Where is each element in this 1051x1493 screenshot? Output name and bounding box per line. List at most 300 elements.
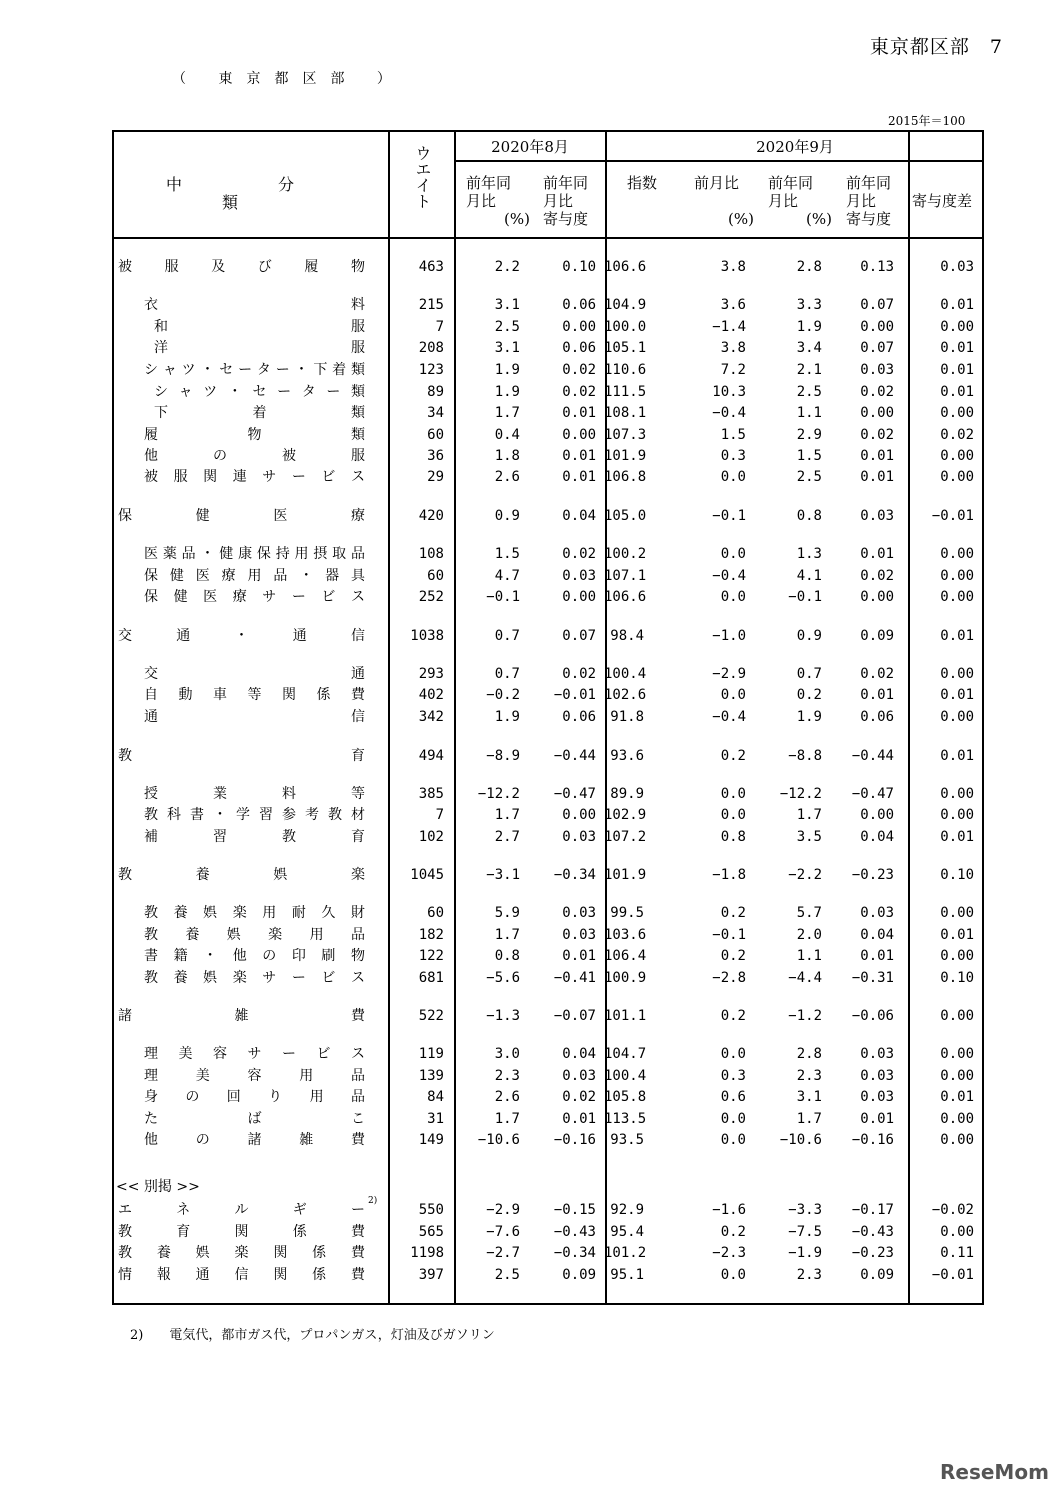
cell-a2: 0.00	[562, 319, 596, 335]
cell-w: 565	[418, 1224, 444, 1240]
cell-c: 0.03	[860, 508, 894, 524]
cell-a2: 0.00	[562, 589, 596, 605]
cell-mom: −1.4	[712, 319, 746, 335]
cell-idx: 95.1	[610, 1267, 644, 1283]
cell-a1: 0.7	[494, 628, 520, 644]
cell-mom: 0.0	[720, 807, 746, 823]
cell-a1: 1.8	[494, 448, 520, 464]
cell-y: 3.3	[796, 297, 822, 313]
cell-idx: 107.2	[604, 829, 647, 845]
cell-mom: 1.5	[720, 427, 746, 443]
row-label: 教 養 娯 楽	[118, 867, 365, 883]
cell-c: 0.03	[860, 1068, 894, 1084]
cell-d: 0.00	[940, 1111, 974, 1127]
header-aug-group: 2020年8月	[491, 138, 569, 156]
cell-c: −0.44	[851, 748, 894, 764]
cell-mom: 0.2	[720, 1008, 746, 1024]
cell-idx: 104.7	[604, 1046, 647, 1062]
subcategory-row	[114, 446, 982, 467]
cell-w: 420	[418, 508, 444, 524]
cell-c: −0.06	[851, 1008, 894, 1024]
cell-y: 0.7	[796, 666, 822, 682]
cell-d: 0.03	[940, 259, 974, 275]
category-row	[114, 1006, 982, 1027]
subcategory-row	[114, 707, 982, 728]
cell-d: 0.00	[940, 1068, 974, 1084]
row-label: 理 美 容 用 品	[144, 1068, 365, 1084]
cell-y: −8.8	[788, 748, 822, 764]
cell-c: 0.01	[860, 687, 894, 703]
cell-d: 0.00	[940, 948, 974, 964]
cell-y: 3.5	[796, 829, 822, 845]
footnote-ref: 2)	[368, 1196, 378, 1206]
cell-idx: 105.1	[604, 340, 647, 356]
subcategory-row	[114, 587, 982, 608]
cell-c: 0.01	[860, 448, 894, 464]
cell-w: 1038	[410, 628, 444, 644]
header-mom: 前月比 (%)	[694, 174, 754, 228]
cell-mom: 3.8	[720, 340, 746, 356]
cell-y: −2.2	[788, 867, 822, 883]
cell-a1: 0.4	[494, 427, 520, 443]
cell-y: 2.3	[796, 1267, 822, 1283]
row-label: エ ネ ル ギ ー	[118, 1202, 365, 1218]
category-row	[114, 626, 982, 647]
subcategory-row	[114, 1044, 982, 1065]
cell-d: 0.02	[940, 427, 974, 443]
cell-idx: 106.6	[604, 589, 647, 605]
cell-idx: 98.4	[610, 628, 644, 644]
cell-d: 0.01	[940, 297, 974, 313]
cell-mom: 0.2	[720, 905, 746, 921]
cell-d: 0.00	[940, 589, 974, 605]
region-title: （ 東京都区部 ）	[172, 71, 405, 87]
cell-c: 0.13	[860, 259, 894, 275]
cell-y: 5.7	[796, 905, 822, 921]
cell-c: −0.43	[851, 1224, 894, 1240]
row-label: 身 の 回 り 用 品	[144, 1089, 365, 1105]
subcategory-row	[114, 425, 982, 446]
cell-a1: 1.5	[494, 546, 520, 562]
cell-w: 182	[418, 927, 444, 943]
cell-w: 123	[418, 362, 444, 378]
header-sep-group: 2020年9月	[756, 138, 834, 156]
cell-w: 550	[418, 1202, 444, 1218]
row-label: 洋 服	[154, 340, 365, 356]
cell-d: 0.01	[940, 1089, 974, 1105]
row-label: た ば こ	[144, 1111, 365, 1127]
cell-a1: 0.8	[494, 948, 520, 964]
cell-d: 0.00	[940, 1008, 974, 1024]
cell-y: 1.7	[796, 1111, 822, 1127]
cell-c: 0.02	[860, 666, 894, 682]
row-label: 下 着 類	[154, 405, 365, 421]
cell-a1: −0.1	[486, 589, 520, 605]
cell-a2: −0.01	[553, 687, 596, 703]
cell-w: 149	[418, 1132, 444, 1148]
subcategory-row	[114, 544, 982, 565]
header-category: 中 分 類	[165, 175, 391, 212]
row-label: 通 信	[144, 709, 365, 725]
cell-y: 0.8	[796, 508, 822, 524]
cell-mom: −0.4	[712, 709, 746, 725]
cell-y: 1.1	[796, 948, 822, 964]
cell-mom: 0.0	[720, 1111, 746, 1127]
row-label: 医 薬 品 ・ 健 康 保 持 用 摂 取 品	[144, 546, 365, 562]
cell-c: 0.02	[860, 384, 894, 400]
cell-idx: 107.1	[604, 568, 647, 584]
cell-idx: 107.3	[604, 427, 647, 443]
footnote: 2) 電気代，都市ガス代，プロパンガス，灯油及びガソリン	[130, 1328, 495, 1343]
cell-idx: 93.6	[610, 748, 644, 764]
cell-a2: 0.02	[562, 546, 596, 562]
row-label: 理 美 容 サ ー ビ ス	[144, 1046, 365, 1062]
cell-idx: 89.9	[610, 786, 644, 802]
row-label: 教 育 関 係 費	[118, 1224, 365, 1240]
subcategory-row	[114, 403, 982, 424]
cell-a2: 0.09	[562, 1267, 596, 1283]
cell-d: 0.00	[940, 405, 974, 421]
cell-a1: 2.5	[494, 319, 520, 335]
cell-c: 0.01	[860, 469, 894, 485]
cell-a1: 1.7	[494, 927, 520, 943]
cell-y: 2.9	[796, 427, 822, 443]
row-label: 交 通 ・ 通 信	[118, 628, 365, 644]
cell-w: 1198	[410, 1245, 444, 1261]
cell-w: 60	[427, 568, 444, 584]
row-label: 教 育	[118, 748, 365, 764]
cell-d: 0.00	[940, 1132, 974, 1148]
cell-idx: 106.6	[604, 259, 647, 275]
cell-a2: 0.01	[562, 405, 596, 421]
cell-w: 7	[435, 319, 444, 335]
cell-y: 2.5	[796, 384, 822, 400]
cell-w: 108	[418, 546, 444, 562]
cell-d: 0.00	[940, 905, 974, 921]
cell-y: 3.4	[796, 340, 822, 356]
cell-a1: 2.5	[494, 1267, 520, 1283]
cell-a1: 0.9	[494, 508, 520, 524]
cell-w: 397	[418, 1267, 444, 1283]
cell-a2: 0.03	[562, 568, 596, 584]
header-rule	[454, 160, 984, 162]
cell-y: 1.9	[796, 319, 822, 335]
cell-a1: −2.9	[486, 1202, 520, 1218]
subcategory-row	[114, 925, 982, 946]
subcategory-row	[114, 1109, 982, 1130]
cell-idx: 93.5	[610, 1132, 644, 1148]
cell-c: −0.16	[851, 1132, 894, 1148]
subcategory-row	[114, 946, 982, 967]
cell-a2: 0.01	[562, 448, 596, 464]
cell-y: −3.3	[788, 1202, 822, 1218]
cell-a1: 5.9	[494, 905, 520, 921]
cell-a2: 0.04	[562, 508, 596, 524]
cell-mom: 0.0	[720, 1046, 746, 1062]
cell-a1: 2.6	[494, 469, 520, 485]
row-label: 教 養 娯 楽 用 耐 久 財	[144, 905, 365, 921]
cell-a2: 0.01	[562, 1111, 596, 1127]
cell-mom: 3.8	[720, 259, 746, 275]
cell-idx: 101.9	[604, 448, 647, 464]
row-label: 他 の 諸 雑 費	[144, 1132, 365, 1148]
cell-d: 0.01	[940, 748, 974, 764]
cell-a2: −0.44	[553, 748, 596, 764]
cell-w: 84	[427, 1089, 444, 1105]
base-year-note: 2015年＝100	[888, 114, 966, 128]
cell-mom: 0.2	[720, 1224, 746, 1240]
cell-y: −7.5	[788, 1224, 822, 1240]
cell-mom: 0.3	[720, 448, 746, 464]
separate-row	[114, 1196, 982, 1221]
cell-y: 3.1	[796, 1089, 822, 1105]
cell-c: 0.02	[860, 427, 894, 443]
cell-a2: 0.02	[562, 362, 596, 378]
row-label: 教 養 娯 楽 関 係 費	[118, 1245, 365, 1261]
cell-y: 0.2	[796, 687, 822, 703]
row-label: 補 習 教 育	[144, 829, 365, 845]
cell-d: 0.00	[940, 546, 974, 562]
cell-a1: 0.7	[494, 666, 520, 682]
subcategory-row	[114, 1087, 982, 1108]
cell-mom: −0.1	[712, 508, 746, 524]
header-sep-contrib: 前年同 月比 寄与度	[846, 174, 892, 228]
cell-w: 102	[418, 829, 444, 845]
row-label: 授 業 料 等	[144, 786, 365, 802]
header-aug-yoy: 前年同 月比 (%)	[466, 174, 530, 228]
cell-y: 0.9	[796, 628, 822, 644]
cell-w: 342	[418, 709, 444, 725]
row-label: 教 養 娯 楽 サ ー ビ ス	[144, 970, 365, 986]
separate-heading: << 別掲 >>	[116, 1179, 200, 1195]
cell-a1: 1.7	[494, 405, 520, 421]
cell-y: −12.2	[779, 786, 822, 802]
cell-d: 0.10	[940, 867, 974, 883]
cell-w: 119	[418, 1046, 444, 1062]
cell-a2: −0.15	[553, 1202, 596, 1218]
cell-w: 494	[418, 748, 444, 764]
row-label: 諸 雑 費	[118, 1008, 365, 1024]
cell-idx: 100.0	[604, 319, 647, 335]
row-label: 交 通	[144, 666, 365, 682]
separate-row	[114, 1222, 982, 1243]
cell-mom: 0.0	[720, 1267, 746, 1283]
watermark-logo: ReseMom	[940, 1460, 1049, 1484]
cell-d: 0.00	[940, 568, 974, 584]
cell-y: 1.1	[796, 405, 822, 421]
cell-y: −10.6	[779, 1132, 822, 1148]
cell-a2: −0.41	[553, 970, 596, 986]
cell-a1: 1.7	[494, 807, 520, 823]
cell-mom: −1.6	[712, 1202, 746, 1218]
cell-a1: −10.6	[477, 1132, 520, 1148]
cell-c: −0.23	[851, 867, 894, 883]
cell-a1: 3.1	[494, 297, 520, 313]
cell-d: 0.00	[940, 1224, 974, 1240]
cell-a1: 1.9	[494, 709, 520, 725]
cell-mom: 10.3	[712, 384, 746, 400]
page-header: 東京都区部 7	[869, 36, 1003, 58]
cell-a2: 0.03	[562, 1068, 596, 1084]
cell-a2: −0.16	[553, 1132, 596, 1148]
cell-y: 2.0	[796, 927, 822, 943]
cell-mom: −1.0	[712, 628, 746, 644]
cell-mom: 0.0	[720, 786, 746, 802]
cell-idx: 103.6	[604, 927, 647, 943]
cell-a1: 4.7	[494, 568, 520, 584]
row-label: 被 服 関 連 サ ー ビ ス	[144, 469, 365, 485]
header-weight: ウエイト	[413, 145, 432, 209]
row-label: 被 服 及 び 履 物	[118, 259, 365, 275]
cell-mom: −2.3	[712, 1245, 746, 1261]
cell-d: −0.01	[931, 1267, 974, 1283]
cell-c: 0.04	[860, 829, 894, 845]
cell-idx: 108.1	[604, 405, 647, 421]
cell-y: 2.1	[796, 362, 822, 378]
cell-a1: −0.2	[486, 687, 520, 703]
cell-w: 385	[418, 786, 444, 802]
cell-a1: 3.1	[494, 340, 520, 356]
subcategory-row	[114, 784, 982, 805]
cell-mom: 0.2	[720, 748, 746, 764]
row-label: 衣 料	[144, 297, 365, 313]
cell-w: 293	[418, 666, 444, 682]
cell-w: 89	[427, 384, 444, 400]
cell-mom: 0.0	[720, 469, 746, 485]
cell-d: 0.00	[940, 807, 974, 823]
cell-y: 1.9	[796, 709, 822, 725]
cell-c: −0.23	[851, 1245, 894, 1261]
cell-a1: 1.9	[494, 362, 520, 378]
row-label: 保 健 医 療 サ ー ビ ス	[144, 589, 365, 605]
cell-d: 0.01	[940, 927, 974, 943]
cell-y: 2.8	[796, 1046, 822, 1062]
cell-mom: −2.9	[712, 666, 746, 682]
subcategory-row	[114, 664, 982, 685]
cell-c: −0.47	[851, 786, 894, 802]
cell-mom: −1.8	[712, 867, 746, 883]
cell-y: 2.5	[796, 469, 822, 485]
cell-mom: 7.2	[720, 362, 746, 378]
cell-a2: 0.03	[562, 905, 596, 921]
separate-row	[114, 1243, 982, 1264]
cell-mom: 0.8	[720, 829, 746, 845]
cell-idx: 101.9	[604, 867, 647, 883]
cell-a1: 1.7	[494, 1111, 520, 1127]
cell-a1: 2.6	[494, 1089, 520, 1105]
cell-c: −0.31	[851, 970, 894, 986]
cell-w: 681	[418, 970, 444, 986]
cell-mom: 0.2	[720, 948, 746, 964]
row-label: シ ャ ツ ・ セ ー タ ー ・ 下 着 類	[144, 362, 365, 378]
cell-d: 0.01	[940, 829, 974, 845]
row-label: 教 養 娯 楽 用 品	[144, 927, 365, 943]
cell-c: 0.03	[860, 905, 894, 921]
cell-c: 0.01	[860, 546, 894, 562]
subcategory-row	[114, 317, 982, 338]
cell-idx: 100.9	[604, 970, 647, 986]
cell-mom: 0.3	[720, 1068, 746, 1084]
cell-y: 2.8	[796, 259, 822, 275]
cell-w: 60	[427, 427, 444, 443]
cell-mom: 0.0	[720, 589, 746, 605]
cell-idx: 110.6	[604, 362, 647, 378]
cell-d: −0.01	[931, 508, 974, 524]
cell-d: −0.02	[931, 1202, 974, 1218]
cell-y: −1.9	[788, 1245, 822, 1261]
cell-idx: 111.5	[604, 384, 647, 400]
cell-c: 0.03	[860, 1046, 894, 1062]
cell-y: 1.7	[796, 807, 822, 823]
cell-c: −0.17	[851, 1202, 894, 1218]
cell-d: 0.01	[940, 628, 974, 644]
cell-c: 0.04	[860, 927, 894, 943]
cell-c: 0.00	[860, 589, 894, 605]
cell-mom: −0.4	[712, 405, 746, 421]
cell-a2: 0.07	[562, 628, 596, 644]
cell-idx: 106.8	[604, 469, 647, 485]
subcategory-row	[114, 1130, 982, 1151]
cell-w: 522	[418, 1008, 444, 1024]
cell-a2: 0.00	[562, 427, 596, 443]
cell-idx: 91.8	[610, 709, 644, 725]
cell-d: 0.11	[940, 1245, 974, 1261]
cell-c: 0.00	[860, 319, 894, 335]
cell-y: −1.2	[788, 1008, 822, 1024]
cell-a2: 0.01	[562, 469, 596, 485]
cell-mom: 0.0	[720, 687, 746, 703]
cell-a2: 0.00	[562, 807, 596, 823]
cell-a2: 0.02	[562, 384, 596, 400]
cell-d: 0.00	[940, 469, 974, 485]
cell-idx: 100.4	[604, 666, 647, 682]
cell-a2: −0.47	[553, 786, 596, 802]
cell-w: 122	[418, 948, 444, 964]
cell-w: 1045	[410, 867, 444, 883]
subcategory-row	[114, 467, 982, 488]
cell-w: 60	[427, 905, 444, 921]
subcategory-row	[114, 685, 982, 706]
cell-a2: 0.06	[562, 709, 596, 725]
cell-w: 34	[427, 405, 444, 421]
row-label: 書 籍 ・ 他 の 印 刷 物	[144, 948, 365, 964]
cell-a2: 0.06	[562, 340, 596, 356]
cell-a2: −0.34	[553, 867, 596, 883]
cell-idx: 105.0	[604, 508, 647, 524]
cell-mom: 3.6	[720, 297, 746, 313]
subcategory-row	[114, 968, 982, 989]
cell-d: 0.01	[940, 340, 974, 356]
row-label: 情 報 通 信 関 係 費	[118, 1267, 365, 1283]
cell-idx: 95.4	[610, 1224, 644, 1240]
cell-a1: 3.0	[494, 1046, 520, 1062]
cell-c: 0.03	[860, 362, 894, 378]
cell-idx: 101.1	[604, 1008, 647, 1024]
cell-mom: 0.6	[720, 1089, 746, 1105]
cell-mom: 0.0	[720, 546, 746, 562]
subcategory-row	[114, 1066, 982, 1087]
row-label: シ ャ ツ ・ セ ー タ ー 類	[154, 384, 365, 400]
cell-a1: −3.1	[486, 867, 520, 883]
header-aug-contrib: 前年同 月比 寄与度	[543, 174, 589, 228]
cell-a2: 0.03	[562, 927, 596, 943]
cell-w: 36	[427, 448, 444, 464]
row-label: 保 健 医 療	[118, 508, 365, 524]
cell-w: 402	[418, 687, 444, 703]
cell-y: 2.3	[796, 1068, 822, 1084]
header-rule	[112, 237, 984, 239]
cell-a1: −12.2	[477, 786, 520, 802]
